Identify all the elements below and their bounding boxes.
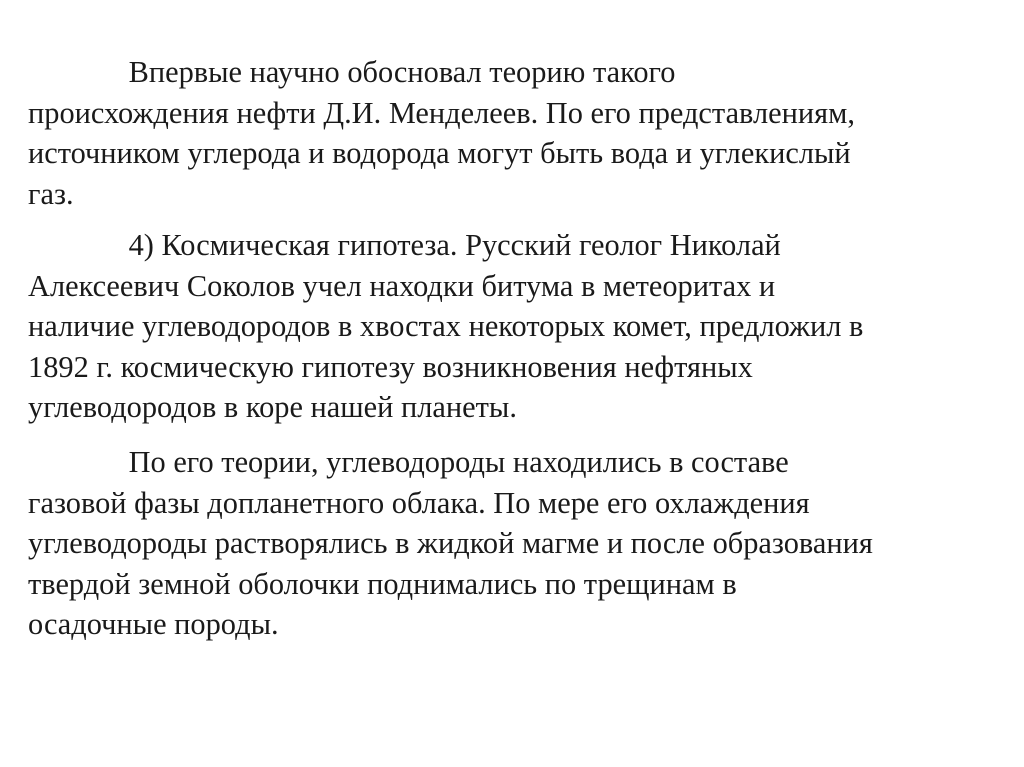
paragraph-line: источником углерода и водорода могут быть вода и углекислый	[28, 136, 851, 170]
paragraph-line: углеводородов в коре нашей планеты.	[28, 390, 517, 424]
paragraph-line: происхождения нефти Д.И. Менделеев. По его представлениям,	[28, 95, 855, 130]
paragraph-line: Алексеевич Соколов учел находки битума в метеоритах и	[28, 268, 776, 303]
paragraph-line: углеводороды растворялись в жидкой магме и после образования	[28, 526, 873, 560]
paragraph-mendeleev-theory	[28, 52, 1000, 214]
paragraph-cosmic-hypothesis	[28, 225, 1000, 428]
paragraph-line: газ.	[28, 176, 74, 211]
paragraph-line: Впервые научно обосновал теорию такого	[128, 55, 676, 89]
paragraph-line: наличие углеводородов в хвостах некоторых комет, предложил в	[28, 309, 864, 343]
paragraph-line: твердой земной оболочки поднимались по трещинам в	[28, 566, 737, 601]
paragraph-line: осадочные породы.	[28, 607, 279, 641]
paragraph-line: По его теории, углеводороды находились в составе	[128, 445, 789, 479]
paragraph-line: 4) Космическая гипотеза. Русский геолог Николай	[128, 228, 781, 262]
paragraph-line: газовой фазы допланетного облака. По мере его охлаждения	[28, 485, 810, 520]
paragraph-line: 1892 г. космическую гипотезу возникновения нефтяных	[28, 349, 753, 384]
paragraph-sokolov-theory	[28, 442, 1000, 645]
